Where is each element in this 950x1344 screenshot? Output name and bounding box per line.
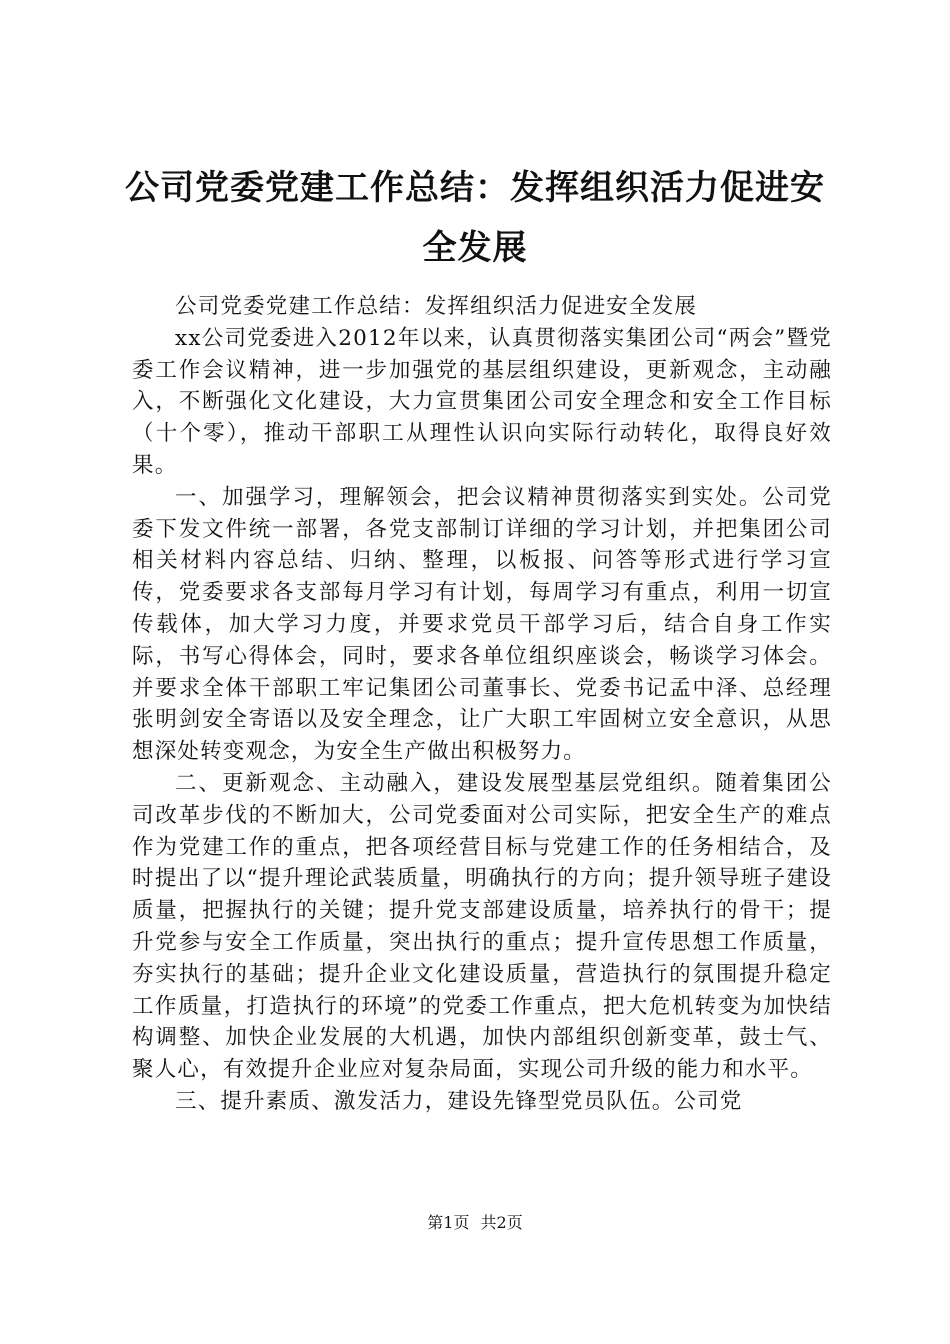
paragraph-section-3: 三、提升素质、激发活力，建设先锋型党员队伍。公司党 — [175, 1088, 743, 1114]
paragraph-section-1: 一、加强学习，理解领会，把会议精神贯彻落实到实处。公司党委下发文件统一部署，各党支部制订详细的学习计划，并把集团公司相关材料内容总结、归纳、整理，以板报、问答等形式进行学习宣传，党委要求各支部每月学习有计划，每周学习有重点，利用一切宣传载体，加大学习力度，并要求党员干部学习后，结合自身工作实际，书写心得体会，同时，要求各单位组织座谈会，畅谈学习体会。并要求全体干部职工牢记集团公司董事长、党委书记孟中泽、总经理张明剑安全寄语以及安全理念，让广大职工牢固树立安全意识，从思想深处转变观念，为安全生产做出积极努力。 — [132, 484, 832, 765]
page-footer — [0, 1213, 950, 1233]
paragraph-section-2: 二、更新观念、主动融入，建设发展型基层党组织。随着集团公司改革步伐的不断加大，公司党委面对公司实际，把安全生产的难点作为党建工作的重点，把各项经营目标与党建工作的任务相结合，及时提出了以“提升理论武装质量，明确执行的方向；提升领导班子建设质量，把握执行的关键；提升党支部建设质量，培养执行的骨干；提升党参与安全工作质量，突出执行的重点；提升宣传思想工作质量，夯实执行的基础；提升企业文化建设质量，营造执行的氛围提升稳定工作质量，打造执行的环境”的党委工作重点，把大危机转变为加快结构调整、加快企业发展的大机遇，加快内部组织创新变革，鼓士气、聚人心，有效提升企业应对复杂局面，实现公司升级的能力和水平。 — [132, 770, 832, 1083]
page-total: 共2页 — [480, 1213, 523, 1232]
document-title: 公司党委党建工作总结：发挥组织活力促进安全发展 — [125, 168, 825, 268]
paragraph-subtitle: 公司党委党建工作总结：发挥组织活力促进安全发展 — [175, 294, 698, 319]
paragraph-intro: xx公司党委进入2012年以来，认真贯彻落实集团公司“两会”暨党委工作会议精神，进一步加强党的基层组织建设，更新观念，主动融入，不断强化文化建设，大力宣贯集团公司安全理念和安全工作目标（十个零），推动干部职工从理性认识向实际行动转化，取得良好效果。 — [132, 325, 832, 478]
page-number: 第1页 — [427, 1213, 470, 1232]
document-body — [132, 291, 832, 1118]
